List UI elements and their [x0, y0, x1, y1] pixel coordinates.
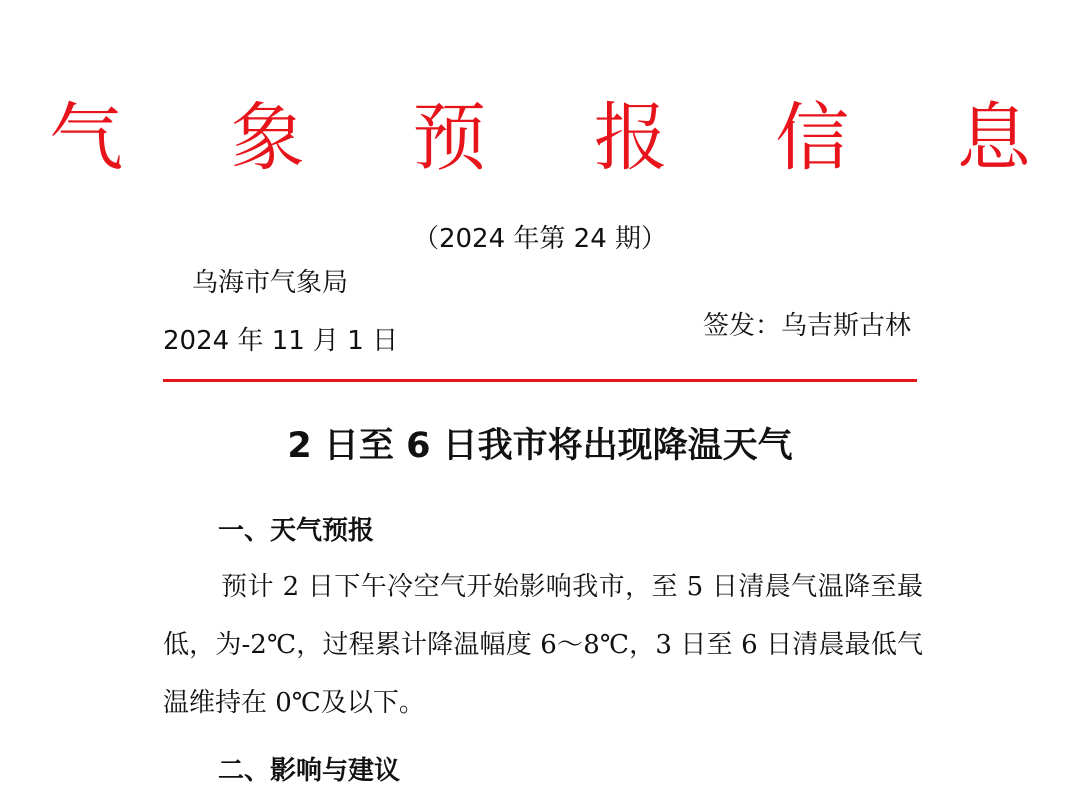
- masthead-title: 气 象 预 报 信 息: [49, 95, 1073, 181]
- red-divider: [163, 379, 917, 382]
- issue-date: 2024 年 11 月 1 日: [163, 326, 399, 356]
- section-heading-forecast: 一、天气预报: [218, 516, 375, 546]
- signer: 签发：乌吉斯古林: [703, 311, 912, 341]
- document-headline: 2 日至 6 日我市将出现降温天气: [287, 426, 793, 466]
- section-heading-impact: 二、影响与建议: [218, 756, 401, 786]
- forecast-paragraph: 预计 2 日下午冷空气开始影响我市，至 5 日清晨气温降至最低，为-2℃，过程累计降温幅度 6～8℃，3 日至 6 日清晨最低气温维持在 0℃及以下。: [163, 572, 923, 718]
- truncated-next-line: [163, 796, 923, 810]
- issuing-agency: 乌海市气象局: [192, 268, 349, 298]
- issue-number: （2024 年第 24 期）: [412, 224, 668, 254]
